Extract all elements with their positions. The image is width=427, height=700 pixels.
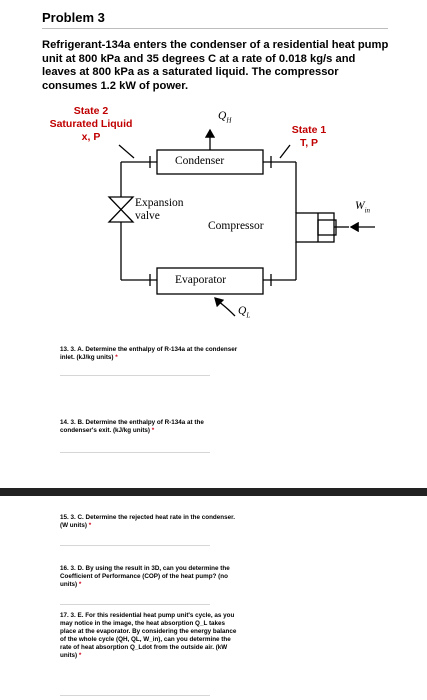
question-13 [60,346,240,362]
question-14 [60,419,240,435]
required-marker: * [115,354,118,361]
question-15 [60,514,240,530]
problem-statement: Refrigerant-134a enters the condenser of a residential heat pump unit at 800 kPa and 35 degrees C at a rate of 0.018 kg/s and leaves at 800 kPa as a saturated liquid. The compressor consumes 1.2 kW of power. [42,39,389,92]
condenser-label: Condenser [175,155,225,167]
expansion-valve-line1: Expansion [135,197,184,209]
answer-input-17[interactable] [60,695,210,696]
answer-input-13[interactable] [60,375,210,376]
state2-label [45,105,137,144]
expansion-valve-label [135,197,184,223]
ql-arrow [215,298,235,316]
question-16 [60,565,240,589]
section-divider [0,488,427,496]
required-marker: * [151,427,155,434]
work-input-label: $W_{in}$ [355,200,371,215]
question-13-text: 13. 3. A. Determine the enthalpy of R-134a at the condenser inlet. (kJ/kg units) [60,346,238,361]
state2-properties: x, P [81,131,101,143]
compressor-cylinder [296,213,334,242]
question-17 [60,612,240,660]
question-17-text: 17. 3. E. For this residential heat pump unit's cycle, as you may notice in the image, the heat absorption Q_L takes place at the evaporator. By considering the energy balance of the whole cycle (QH, QL, W_in), can you determine the rate of heat absorption Q_Ldot from the outside air. (kW units) [60,612,237,659]
heat-pump-diagram [45,100,385,330]
answer-input-14[interactable] [60,452,210,453]
question-15-text: 15. 3. C. Determine the rejected heat rate in the condenser. (W units) [60,514,235,529]
evaporator-label: Evaporator [175,274,227,286]
state1-properties: T, P [299,137,319,149]
compressor-piston [318,220,336,235]
expansion-valve-line2: valve [135,210,160,222]
state2-title: State 2 [73,105,109,117]
required-marker: * [88,522,92,529]
ql-label: $Q_L$ [238,305,251,320]
compressor-label: Compressor [208,220,264,232]
question-16-text: 16. 3. D. By using the result in 3D, can you determine the Coefficient of Performance (COP) of the heat pump? (no units) [60,565,230,588]
question-14-text: 14. 3. B. Determine the enthalpy of R-134a at the condenser's exit. (kJ/kg units) [60,419,204,434]
required-marker: * [78,581,82,588]
answer-input-15[interactable] [60,545,210,546]
state2-description: Saturated Liquid [49,118,133,130]
qh-label: $Q_H$ [218,110,232,125]
problem-title: Problem 3 [42,10,105,25]
title-divider [42,28,388,29]
state2-pointer [119,145,134,158]
required-marker: * [78,652,82,659]
expansion-valve-symbol [109,197,133,222]
answer-input-16[interactable] [60,604,210,605]
state1-title: State 1 [291,124,327,136]
state1-label [285,124,333,150]
